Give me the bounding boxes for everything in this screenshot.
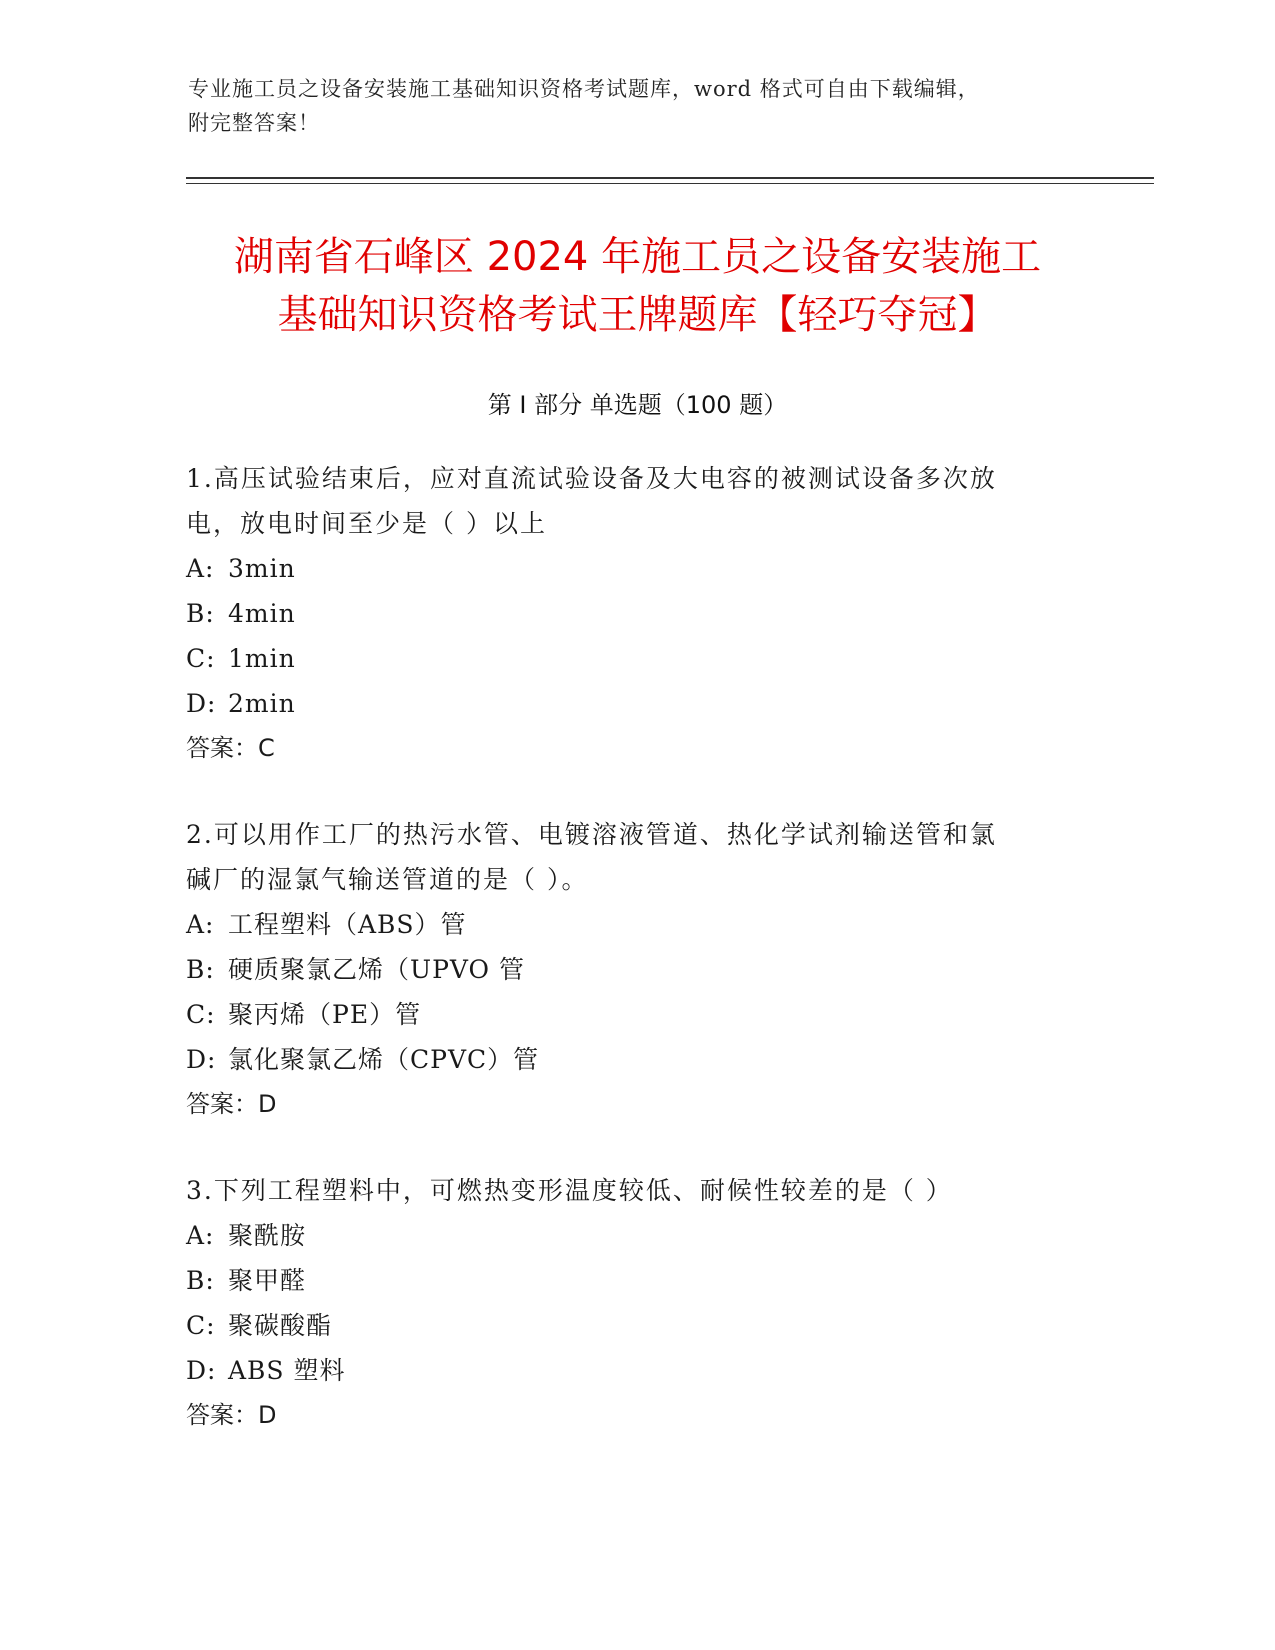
option-d bbox=[186, 1348, 1066, 1393]
option-text: 聚碳酸酯 bbox=[228, 1311, 333, 1340]
option-text: 2min bbox=[228, 689, 296, 718]
option-b bbox=[186, 947, 1066, 992]
option-a bbox=[186, 1213, 1066, 1258]
option-d bbox=[186, 1037, 1066, 1082]
option-text: 聚甲醛 bbox=[228, 1266, 307, 1295]
answer: 答案：D bbox=[186, 1090, 277, 1118]
option-b bbox=[186, 1258, 1066, 1303]
option-letter: A: bbox=[186, 910, 215, 939]
answer: 答案：C bbox=[186, 734, 275, 762]
option-letter: D: bbox=[186, 1045, 217, 1074]
option-letter: B: bbox=[186, 1266, 215, 1295]
option-text: 聚丙烯（PE）管 bbox=[228, 1000, 422, 1029]
header-divider-thin bbox=[186, 183, 1154, 184]
document-title-line-1: 湖南省石峰区 2024 年施工员之设备安装施工 bbox=[233, 234, 1042, 280]
question-stem-line-1: 1.高压试验结束后，应对直流试验设备及大电容的被测试设备多次放 bbox=[186, 464, 997, 493]
question-stem-line-1: 3.下列工程塑料中，可燃热变形温度较低、耐候性较差的是（ ） bbox=[186, 1176, 953, 1205]
option-text: 3min bbox=[228, 554, 296, 583]
option-a bbox=[186, 902, 1066, 947]
option-text: 工程塑料（ABS）管 bbox=[228, 910, 467, 939]
document-title bbox=[150, 228, 1125, 344]
document-title-line-2: 基础知识资格考试王牌题库【轻巧夺冠】 bbox=[277, 292, 998, 338]
option-a bbox=[186, 546, 1066, 591]
option-c bbox=[186, 1303, 1066, 1348]
answer: 答案：D bbox=[186, 1401, 277, 1429]
header-note-line-2: 附完整答案！ bbox=[188, 111, 320, 135]
question-2 bbox=[186, 812, 1066, 1127]
section-title: 第 I 部分 单选题（100 题） bbox=[487, 391, 788, 419]
option-letter: C: bbox=[186, 1000, 216, 1029]
option-letter: A: bbox=[186, 1221, 215, 1250]
option-letter: C: bbox=[186, 1311, 216, 1340]
option-text: 1min bbox=[228, 644, 296, 673]
question-stem-line-2: 电，放电时间至少是（ ）以上 bbox=[186, 509, 547, 538]
question-3 bbox=[186, 1168, 1066, 1438]
header-note-line-1: 专业施工员之设备安装施工基础知识资格考试题库，word 格式可自由下载编辑， bbox=[188, 77, 980, 101]
option-letter: B: bbox=[186, 955, 215, 984]
option-c bbox=[186, 636, 1066, 681]
header-divider-thick bbox=[186, 177, 1154, 179]
option-text: 聚酰胺 bbox=[228, 1221, 307, 1250]
option-letter: A: bbox=[186, 554, 215, 583]
question-1 bbox=[186, 456, 1066, 771]
option-letter: D: bbox=[186, 1356, 217, 1385]
header-note bbox=[188, 72, 1088, 140]
option-text: 4min bbox=[228, 599, 296, 628]
option-text: 氯化聚氯乙烯（CPVC）管 bbox=[228, 1045, 540, 1074]
option-d bbox=[186, 681, 1066, 726]
question-stem-line-1: 2.可以用作工厂的热污水管、电镀溶液管道、热化学试剂输送管和氯 bbox=[186, 820, 997, 849]
option-text: 硬质聚氯乙烯（UPVO 管 bbox=[228, 955, 525, 984]
option-text: ABS 塑料 bbox=[228, 1356, 346, 1385]
option-letter: B: bbox=[186, 599, 215, 628]
option-letter: C: bbox=[186, 644, 216, 673]
option-c bbox=[186, 992, 1066, 1037]
option-letter: D: bbox=[186, 689, 217, 718]
question-stem-line-2: 碱厂的湿氯气输送管道的是（ ）。 bbox=[186, 865, 589, 894]
option-b bbox=[186, 591, 1066, 636]
